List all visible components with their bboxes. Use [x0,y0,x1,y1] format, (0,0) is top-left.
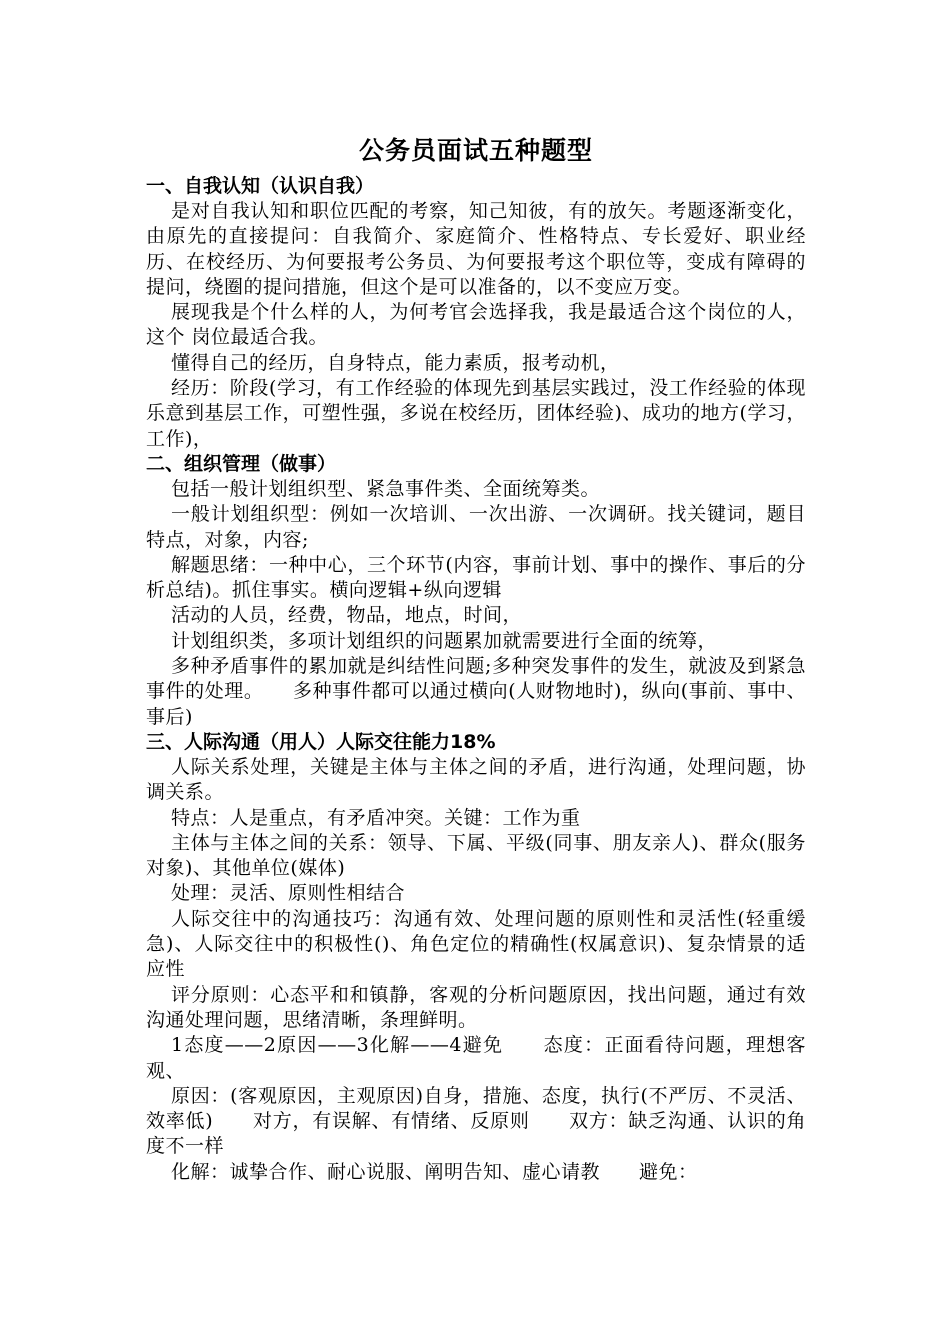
paragraph: 解题思绪：一种中心，三个环节(内容，事前计划、事中的操作、事后的分析总结)。抓住事实。横向逻辑+纵向逻辑 [146,553,806,602]
paragraph: 包括一般计划组织型、紧急事件类、全面统筹类。 [171,477,601,500]
paragraph: 1态度——2原因——3化解——4避免 态度：正面看待问题，理想客观、 [146,1034,806,1082]
section-heading: 三、人际沟通（用人）人际交往能力18% [146,730,496,753]
paragraph: 主体与主体之间的关系：领导、下属、平级(同事、朋友亲人)、群众(服务对象)、其他单位(媒体) [146,831,806,880]
paragraph: 计划组织类，多项计划组织的问题累加就需要进行全面的统筹， [171,629,718,652]
paragraph: 化解：诚挚合作、耐心说服、阐明告知、虚心请教 避免： [171,1160,698,1183]
document-title: 公务员面试五种题型 [358,136,593,165]
paragraph: 活动的人员，经费，物品，地点，时间， [171,604,523,627]
paragraph: 评分原则：心态平和和镇静，客观的分析问题原因，找出问题，通过有效沟通处理问题，思绪清晰，条理鲜明。 [146,983,806,1031]
section-self-awareness [146,174,806,452]
section-interpersonal-communication [146,730,806,1185]
paragraph: 是对自我认知和职位匹配的考察，知己知彼，有的放矢。考题逐渐变化，由原先的直接提问：自我简介、家庭简介、性格特点、专长爱好、职业经历、在校经历、为何要报考公务员、为何要报考这个职位等，变成有障碍的提问，绕圈的提问措施，但这个是可以准备的，以不变应万变。 [146,200,806,298]
paragraph: 人际关系处理，关键是主体与主体之间的矛盾，进行沟通，处理问题，协调关系。 [146,755,806,804]
section-heading: 一、自我认知（认识自我） [146,175,375,197]
paragraph: 人际交往中的沟通技巧：沟通有效、处理问题的原则性和灵活性(轻重缓急)、人际交往中的积极性()、角色定位的精确性(权属意识)、复杂情景的适应性 [146,907,806,981]
section-organization-management [146,452,806,730]
paragraph: 一般计划组织型：例如一次培训、一次出游、一次调研。找关键词，题目特点，对象，内容; [146,503,806,551]
paragraph: 多种矛盾事件的累加就是纠结性问题;多种突发事件的发生，就波及到紧急事件的处理。 多种事件都可以通过横向(人财物地时)，纵向(事前、事中、事后) [146,655,806,728]
paragraph: 处理：灵活、原则性相结合 [171,882,406,905]
paragraph: 展现我是个什么样的人，为何考官会选择我，我是最适合这个岗位的人，这个 岗位最适合我。 [146,301,806,349]
paragraph: 原因：(客观原因，主观原因)自身，措施、态度，执行(不严厉、不灵活、效率低) 对方，有误解、有情绪、反原则 双方：缺乏沟通、认识的角度不一样 [146,1084,806,1158]
paragraph: 经历：阶段(学习，有工作经验的体现先到基层实践过，没工作经验的体现乐意到基层工作，可塑性强，多说在校经历，团体经验)、成功的地方(学习，工作)， [146,377,806,450]
document-page [146,128,806,1185]
paragraph: 特点：人是重点，有矛盾冲突。关键：工作为重 [171,806,581,829]
paragraph: 懂得自己的经历，自身特点，能力素质，报考动机， [171,351,620,374]
section-heading: 二、组织管理（做事） [146,452,337,475]
